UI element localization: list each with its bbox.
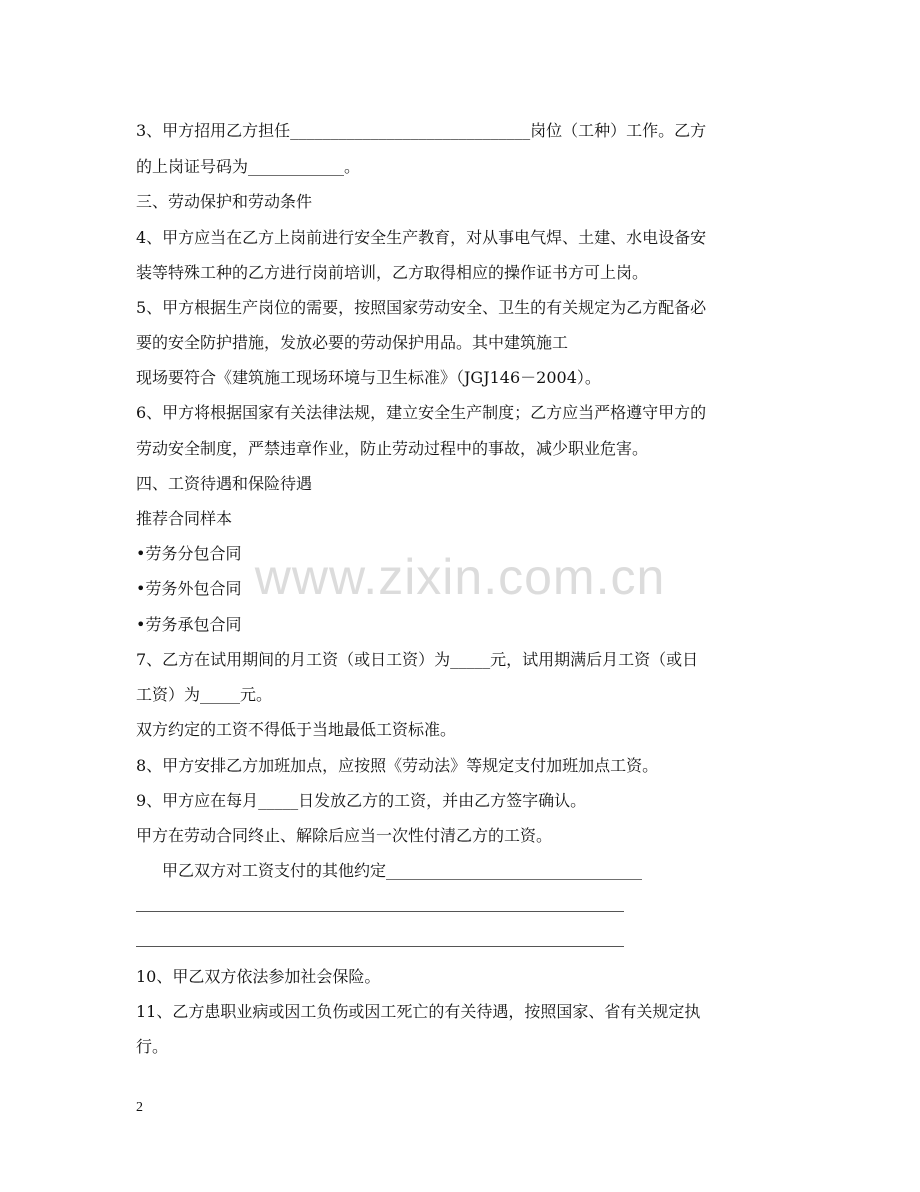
clause-11-line-2: 行。 <box>136 1037 169 1056</box>
clause-7-line-2: 工资）为_____元。 <box>136 685 273 704</box>
clause-9-line: 9、甲方应在每月_____日发放乙方的工资，并由乙方签字确认。 <box>136 791 587 810</box>
page-number: 2 <box>136 1100 143 1115</box>
clause-7-line-1: 7、乙方在试用期间的月工资（或日工资）为_____元，试用期满后月工资（或日 <box>136 650 699 669</box>
clause-4-line-2: 装等特殊工种的乙方进行岗前培训，乙方取得相应的操作证书方可上岗。 <box>136 263 649 282</box>
section-4-heading: 四、工资待遇和保险待遇 <box>136 474 313 493</box>
clause-6-line-2: 劳动安全制度，严禁违章作业，防止劳动过程中的事故，减少职业危害。 <box>136 439 649 458</box>
recommended-samples-heading[interactable]: 推荐合同样本 <box>136 509 233 528</box>
clause-10-line: 10、甲乙双方依法参加社会保险。 <box>136 967 381 986</box>
clause-5-line-1: 5、甲方根据生产岗位的需要，按照国家劳动安全、卫生的有关规定为乙方配备必 <box>136 298 707 317</box>
clause-6-line-1: 6、甲方将根据国家有关法律法规，建立安全生产制度；乙方应当严格遵守甲方的 <box>136 403 707 422</box>
watermark: www.zixin.com.cn <box>254 549 666 605</box>
blank-rule-1 <box>136 911 624 912</box>
section-3-heading: 三、劳动保护和劳动条件 <box>136 192 313 211</box>
clause-4-line-1: 4、甲方应当在乙方上岗前进行安全生产教育，对从事电气焊、土建、水电设备安 <box>136 228 707 247</box>
other-agreement-line: 甲乙双方对工资支付的其他约定________________________________ <box>162 861 643 880</box>
clause-3-line-1: 3、甲方招用乙方担任______________________________岗位（工种）工作。乙方 <box>136 121 707 140</box>
sample-link-subcontract[interactable]: •劳务分包合同 <box>136 544 242 563</box>
final-wage-line: 甲方在劳动合同终止、解除后应当一次性付清乙方的工资。 <box>136 826 553 845</box>
min-wage-line: 双方约定的工资不得低于当地最低工资标准。 <box>136 720 457 739</box>
clause-5-line-3: 现场要符合《建筑施工现场环境与卫生标准》（JGJ146－2004）。 <box>136 368 601 387</box>
clause-8-line: 8、甲方安排乙方加班加点，应按照《劳动法》等规定支付加班加点工资。 <box>136 756 659 775</box>
clause-11-line-1: 11、乙方患职业病或因工负伤或因工死亡的有关待遇，按照国家、省有关规定执 <box>136 1002 701 1021</box>
clause-5-line-2: 要的安全防护措施，发放必要的劳动保护用品。其中建筑施工 <box>136 333 569 352</box>
clause-3-line-2: 的上岗证号码为____________。 <box>136 157 361 176</box>
sample-link-contracting[interactable]: •劳务承包合同 <box>136 615 242 634</box>
blank-rule-2 <box>136 946 624 947</box>
sample-link-outsourcing[interactable]: •劳务外包合同 <box>136 579 242 598</box>
